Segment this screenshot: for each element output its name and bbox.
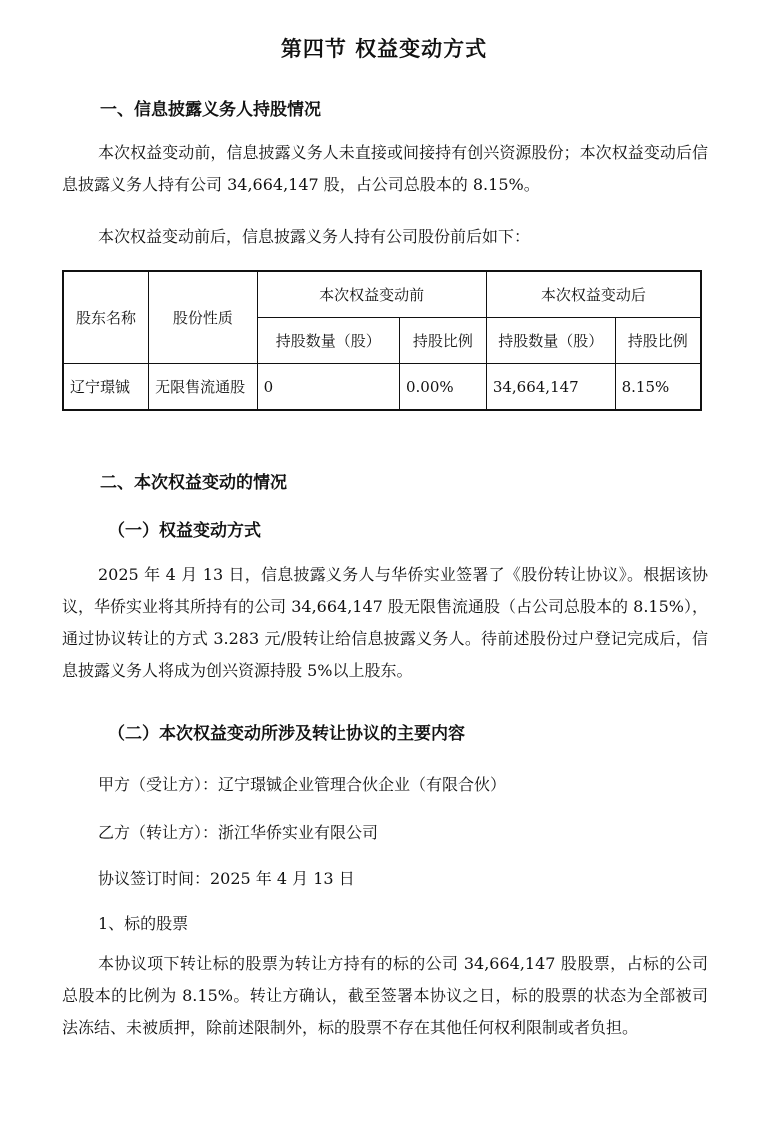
header-holder-name: 股东名称 (63, 271, 149, 364)
paragraph-change-method: 2025 年 4 月 13 日，信息披露义务人与华侨实业签署了《股份转让协议》。根据该协议，华侨实业将其所持有的公司 34,664,147 股无限售流通股（占公司总股本的 8.15%），通过协议转让的方式 3.283 元/股转让给信息披露义务人。待前述股份过户登记完成后，信息披露义务人将成为创兴资源持股 5%以上股东。 (62, 565, 708, 680)
heading-agreement-content: （二）本次权益变动所涉及转让协议的主要内容 (108, 724, 465, 744)
party-a: 甲方（受让方）：辽宁璟铖企业管理合伙企业（有限合伙） (98, 775, 507, 794)
party-b: 乙方（转让方）：浙江华侨实业有限公司 (98, 823, 379, 842)
header-ratio-before: 持股比例 (400, 318, 487, 364)
heading-shareholding: 一、信息披露义务人持股情况 (100, 100, 321, 120)
cell-nature: 无限售流通股 (149, 364, 257, 411)
paragraph-target-shares: 本协议项下转让标的股票为转让方持有的标的公司 34,664,147 股股票，占标的公司总股本的比例为 8.15%。转让方确认，截至签署本协议之日，标的股票的状态为全部被司法冻结、未被质押，除前述限制外，标的股票不存在其他任何权利限制或者负担。 (62, 954, 708, 1037)
table-header-row (63, 271, 701, 318)
cell-ratio-before: 0.00% (400, 364, 487, 411)
header-share-nature: 股份性质 (149, 271, 257, 364)
item-title-target-shares: 1、标的股票 (98, 914, 189, 933)
sign-date: 协议签订时间：2025 年 4 月 13 日 (98, 869, 355, 888)
paragraph-shareholding-intro: 本次权益变动前，信息披露义务人未直接或间接持有创兴资源股份；本次权益变动后信息披露义务人持有公司 34,664,147 股，占公司总股本的 8.15%。 (62, 143, 708, 194)
header-before-change: 本次权益变动前 (257, 271, 486, 318)
cell-qty-before: 0 (257, 364, 399, 411)
section-title: 第四节 权益变动方式 (280, 37, 488, 61)
header-qty-before: 持股数量（股） (257, 318, 399, 364)
heading-change-details: 二、本次权益变动的情况 (100, 473, 287, 493)
cell-qty-after: 34,664,147 (486, 364, 615, 411)
header-ratio-after: 持股比例 (615, 318, 701, 364)
paragraph-table-intro: 本次权益变动前后，信息披露义务人持有公司股份前后如下： (98, 227, 531, 246)
heading-change-method: （一）权益变动方式 (108, 521, 261, 541)
table-row (63, 364, 701, 411)
header-qty-after: 持股数量（股） (486, 318, 615, 364)
cell-ratio-after: 8.15% (615, 364, 701, 411)
holdings-table (62, 270, 702, 411)
header-after-change: 本次权益变动后 (486, 271, 701, 318)
cell-holder: 辽宁璟铖 (63, 364, 149, 411)
